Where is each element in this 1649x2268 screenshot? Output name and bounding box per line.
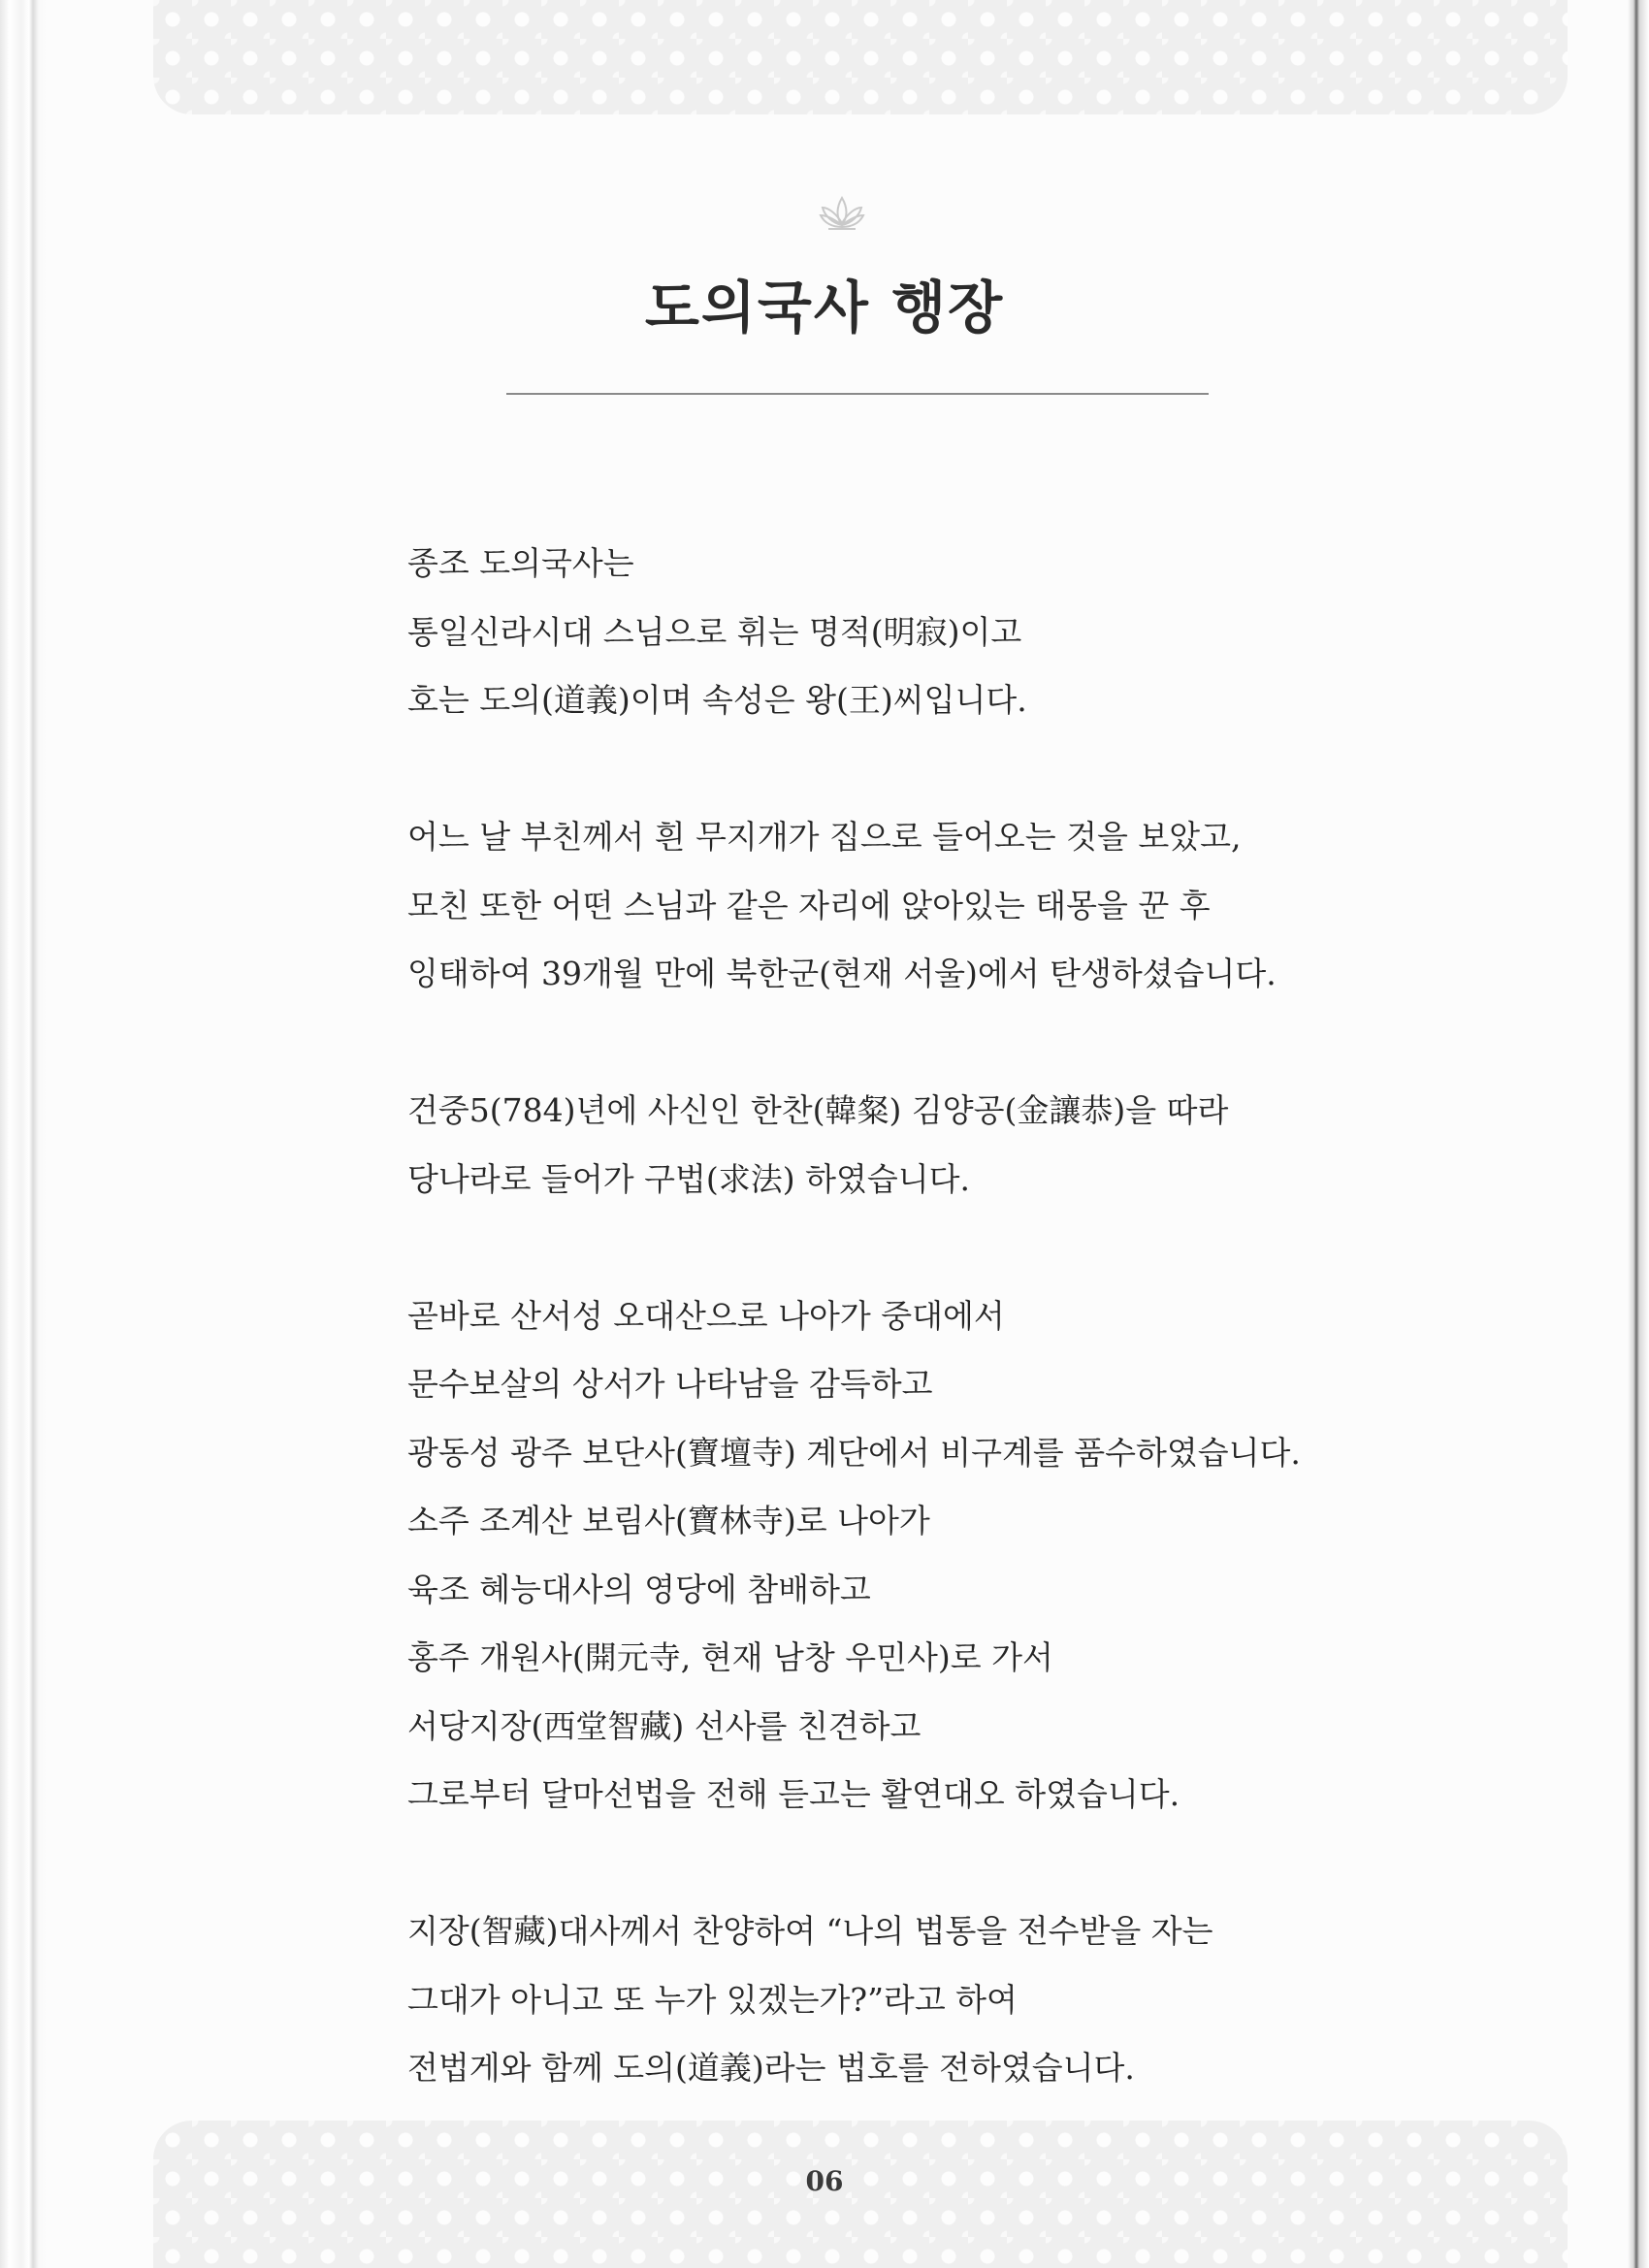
paragraph (407, 530, 1533, 735)
title-divider (506, 393, 1209, 395)
text-line: 잉태하여 39개월 만에 북한군(현재 서울)에서 탄생하셨습니다. (407, 955, 1277, 992)
text-line: 건중5(784)년에 사신인 한찬(韓粲) 김양공(金讓恭)을 따라 (407, 1091, 1229, 1129)
text-line: 모친 또한 어떤 스님과 같은 자리에 앉아있는 태몽을 꾼 후 (407, 886, 1211, 924)
text-line: 어느 날 부친께서 흰 무지개가 집으로 들어오는 것을 보았고, (407, 818, 1242, 856)
paragraph (407, 1282, 1533, 1830)
text-line: 전법게와 함께 도의(道義)라는 법호를 전하였습니다. (407, 2049, 1135, 2087)
text-line: 종조 도의국사는 (407, 544, 634, 582)
text-line: 서당지장(西堂智藏) 선사를 친견하고 (407, 1706, 922, 1745)
text-line: 호는 도의(道義)이며 속성은 왕(王)씨입니다. (407, 681, 1027, 719)
top-decorative-banner (153, 0, 1568, 114)
page-number: 06 (805, 2165, 844, 2197)
page-title: 도의국사 행장 (644, 275, 1005, 340)
lotus-icon (815, 194, 869, 233)
paragraph (407, 1077, 1533, 1214)
text-line: 광동성 광주 보단사(寶壇寺) 계단에서 비구계를 품수하였습니다. (407, 1433, 1301, 1472)
text-line: 통일신라시대 스님으로 휘는 명적(明寂)이고 (407, 612, 1022, 651)
text-line: 소주 조계산 보림사(寶林寺)로 나아가 (407, 1502, 930, 1539)
text-line: 홍주 개원사(開元寺, 현재 남창 우민사)로 가서 (407, 1638, 1053, 1676)
text-line: 곧바로 산서성 오대산으로 나아가 중대에서 (407, 1296, 1005, 1335)
body-text (407, 530, 1533, 2103)
paragraph (407, 1897, 1533, 2103)
text-line: 그대가 아니고 또 누가 있겠는가?”라고 하여 (407, 1980, 1018, 2019)
text-line: 당나라로 들어가 구법(求法) 하였습니다. (407, 1159, 970, 1198)
text-line: 문수보살의 상서가 나타남을 감득하고 (407, 1365, 933, 1403)
paragraph (407, 803, 1533, 1009)
text-line: 그로부터 달마선법을 전해 듣고는 활연대오 하였습니다. (407, 1775, 1180, 1813)
text-line: 지장(智藏)대사께서 찬양하여 “나의 법통을 전수받을 자는 (407, 1912, 1213, 1950)
text-line: 육조 혜능대사의 영당에 참배하고 (407, 1570, 871, 1608)
